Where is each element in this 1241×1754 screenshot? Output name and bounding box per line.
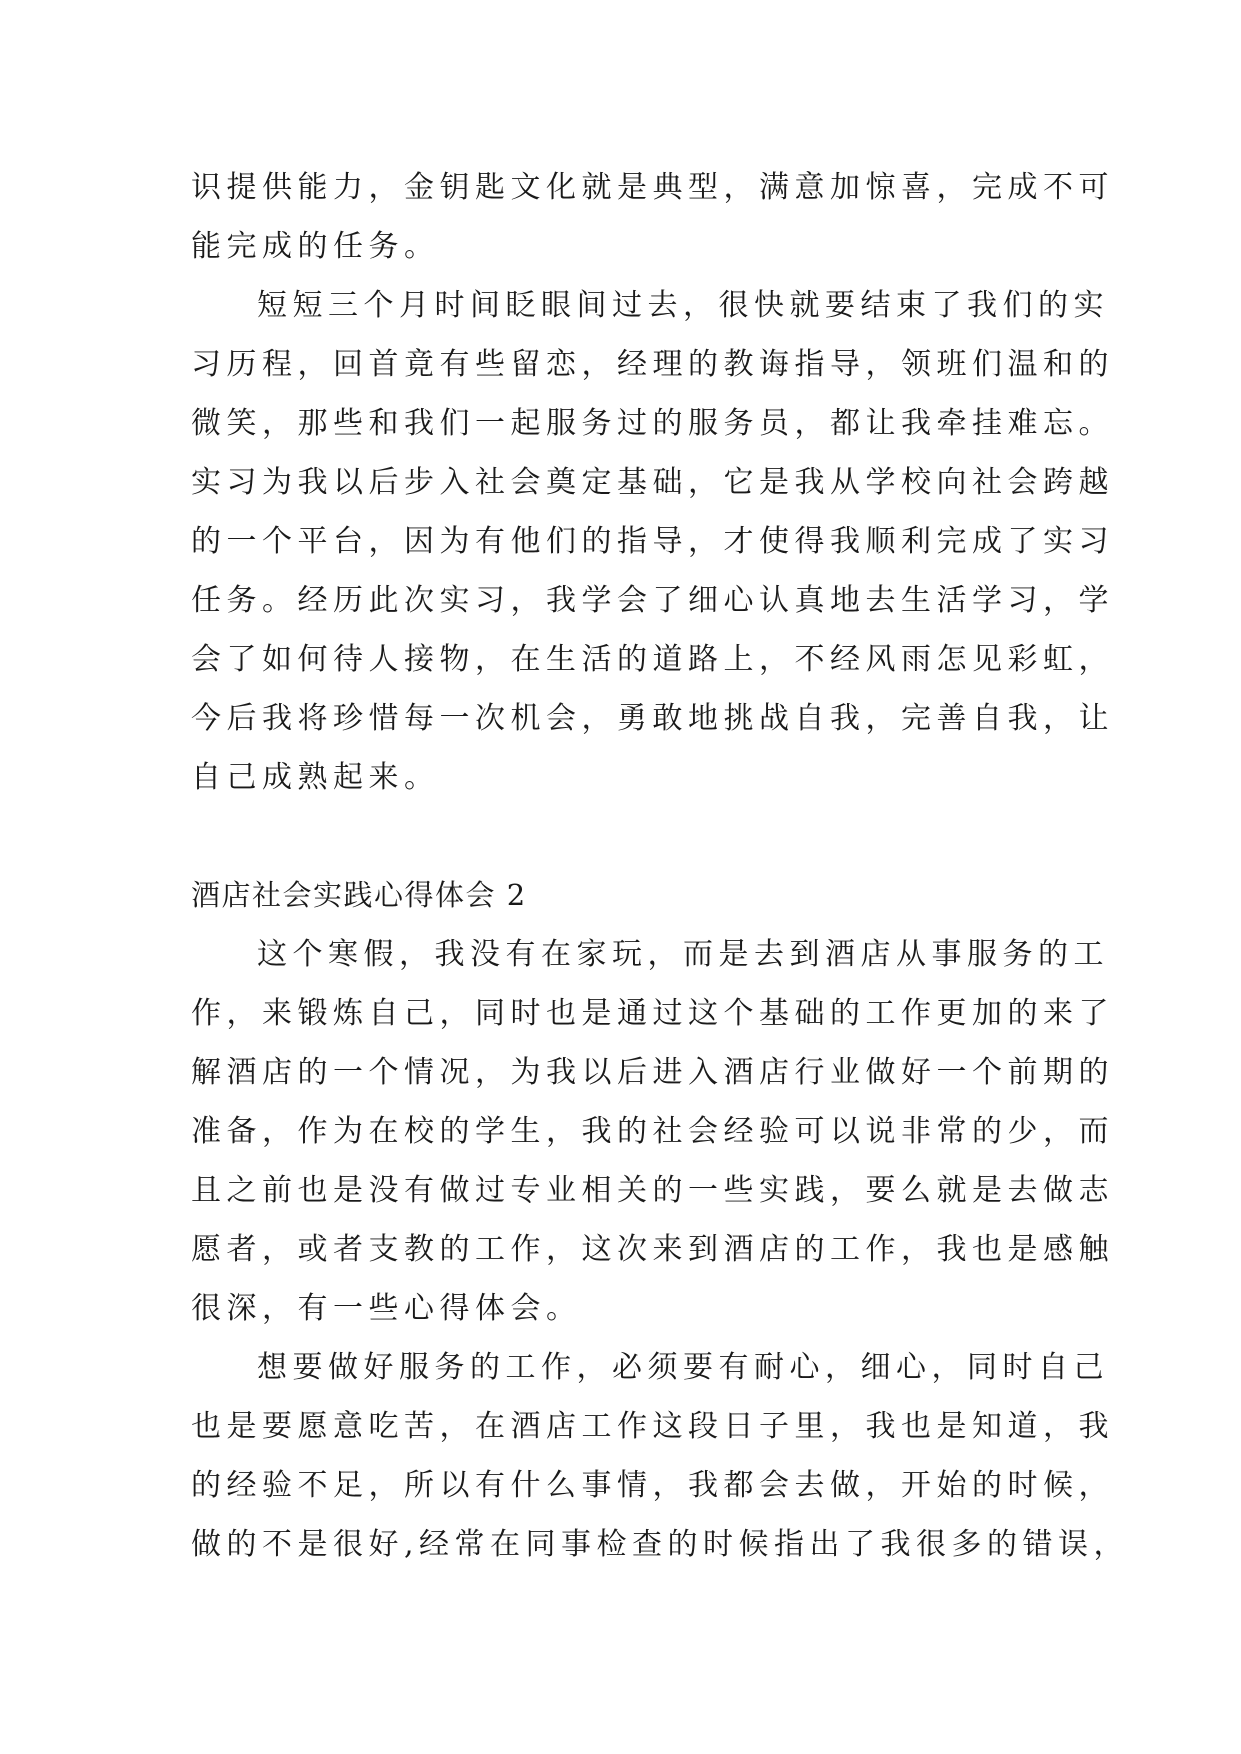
text-line: 微笑，那些和我们一起服务过的服务员，都让我牵挂难忘。 bbox=[191, 406, 1114, 441]
text-line: 短短三个月时间眨眼间过去，很快就要结束了我们的实 bbox=[257, 288, 1109, 323]
paragraph bbox=[191, 276, 1114, 807]
text-line: 今后我将珍惜每一次机会，勇敢地挑战自我，完善自我，让 bbox=[191, 701, 1114, 736]
text-line: 的经验不足，所以有什么事情，我都会去做，开始的时候， bbox=[191, 1468, 1114, 1503]
paragraph-spacer bbox=[191, 807, 1071, 866]
paragraph bbox=[191, 925, 1114, 1338]
text-line: 自己成熟起来。 bbox=[191, 760, 440, 795]
text-line: 准备，作为在校的学生，我的社会经验可以说非常的少，而 bbox=[191, 1114, 1114, 1149]
text-line: 且之前也是没有做过专业相关的一些实践，要么就是去做志 bbox=[191, 1173, 1114, 1208]
section-title: 酒店社会实践心得体会 2 bbox=[191, 878, 527, 912]
text-line: 会了如何待人接物，在生活的道路上，不经风雨怎见彩虹， bbox=[191, 642, 1114, 677]
paragraph bbox=[191, 1338, 1130, 1574]
text-line: 能完成的任务。 bbox=[191, 229, 440, 264]
text-line: 愿者，或者支教的工作，这次来到酒店的工作，我也是感触 bbox=[191, 1232, 1114, 1267]
text-line: 也是要愿意吃苦，在酒店工作这段日子里，我也是知道，我 bbox=[191, 1409, 1114, 1444]
text-line: 做的不是很好,经常在同事检查的时候指出了我很多的错误， bbox=[191, 1527, 1130, 1562]
paragraph-continued bbox=[191, 158, 1114, 276]
text-line: 任务。经历此次实习，我学会了细心认真地去生活学习，学 bbox=[191, 583, 1114, 618]
document-body bbox=[191, 158, 1130, 1574]
text-line: 这个寒假，我没有在家玩，而是去到酒店从事服务的工 bbox=[257, 937, 1109, 972]
text-line: 的一个平台，因为有他们的指导，才使得我顺利完成了实习 bbox=[191, 524, 1114, 559]
text-line: 识提供能力，金钥匙文化就是典型，满意加惊喜，完成不可 bbox=[191, 170, 1114, 205]
text-line: 实习为我以后步入社会奠定基础，它是我从学校向社会跨越 bbox=[191, 465, 1114, 500]
text-line: 作，来锻炼自己，同时也是通过这个基础的工作更加的来了 bbox=[191, 996, 1114, 1031]
text-line: 很深，有一些心得体会。 bbox=[191, 1291, 582, 1326]
text-line: 解酒店的一个情况，为我以后进入酒店行业做好一个前期的 bbox=[191, 1055, 1114, 1090]
text-line: 想要做好服务的工作，必须要有耐心，细心，同时自己 bbox=[257, 1350, 1109, 1385]
text-line: 习历程，回首竟有些留恋，经理的教诲指导，领班们温和的 bbox=[191, 347, 1114, 382]
